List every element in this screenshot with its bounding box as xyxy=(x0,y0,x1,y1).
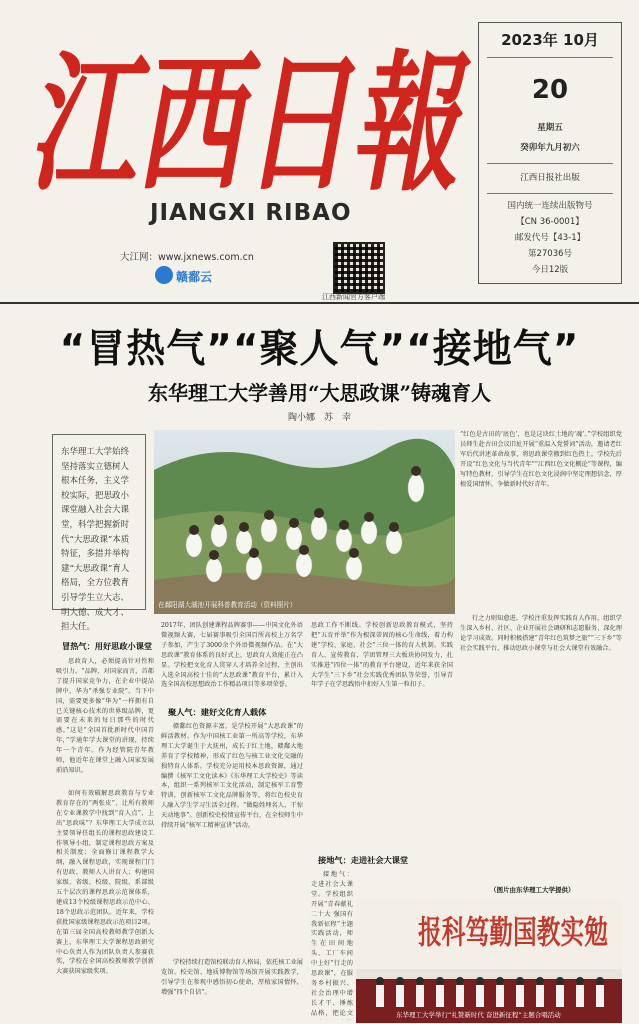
banner-calligraphy: 报科笃勤国教实勉 xyxy=(418,913,608,951)
body-text-col2: 2017年，团队创建课程品牌赛事——中国文化外语微视频大赛，七届赛事吸引全国百所高校上万名学子参加，产生了3000余个外语微视频作品。在“大思政课”教育体系的良好式上，思政育人效能正在凸显。学校把文化育人贯穿人才培养全过程，主创出入选全国高校十佳的“大思政课”教育平台，累计入选全国高校思想政治工作精品项目等多项荣誉。 xyxy=(161,622,303,689)
body-text-col1b: 如何有效破解思政教育与专业教育存在的“两张皮”、让所有教师在专业课教学中找到“育人点”、上出“思政味”？东华理工大学成立以主要领导任组长的课程思政建设工作领导小组，制定课程思政方案及相关制度；全面修订课程教学大纲，融入课程思政，实现课程门门有思政、教师人人讲育人；构建国家级、省级、校级、院级、系部级五个层次的课程思政示范课体系，建成13个校级课程思政示范中心、18个思政示范团队。近年来，学校获批国家级课程思政示范项目2项。在第三届全国高校教师教学创新大赛上，东华理工大学课程思政研究中心负责人作为团队负责人参赛获奖，学校在全国高校教师教学创新大赛获国家级奖项。 xyxy=(56,790,154,976)
cn-label: 国内统一连续出版物号 xyxy=(507,201,593,211)
main-headline: “冒热气”“聚人气”“接地气” xyxy=(59,327,580,372)
qr-caption: 江西新闻官方客户端 xyxy=(322,293,385,301)
masthead-title-text: 江西日報 xyxy=(28,36,472,208)
group-photo xyxy=(154,430,455,614)
lead-box: 东华理工大学始终坚持落实立德树人根本任务，主义学校实际，把思政小课堂融入社会大课堂，科学把握新时代“大思政课”本质特征，多措并举构建“大思政课”育人格局，全方位教育引导学生立大志、明大德、成大才、担大任。 xyxy=(52,434,146,610)
photo-caption: 在鄱阳湖大湖池开展科普教育活动（资料照片） xyxy=(158,601,297,609)
photo2-caption: 东华理工大学举行“礼赞新时代 奋进新征程”主题合唱活动 xyxy=(396,1011,561,1019)
date-year-month: 2023年 10月 xyxy=(501,31,599,49)
website-line[interactable]: 大江网：www.jxnews.com.cn xyxy=(120,252,254,263)
date-day: 20 xyxy=(531,75,569,105)
publisher: 江西日报社出版 xyxy=(520,173,580,183)
body-text-col4b: 行之力则知愈进。学校注重发挥实践育人作用，组织学生深入乡村、社区、企业开展社会调研和志愿服务，深化理论学习成效。同时积极搭建“青年红色筑梦之旅”“三下乡”等社会实践平台，推动思政小课堂与社会大课堂有效融合。 xyxy=(460,615,622,652)
qr-code-icon[interactable] xyxy=(333,242,385,294)
date-box xyxy=(478,22,622,284)
section-heading-3: 接地气：走进社会大课堂 xyxy=(318,855,409,865)
body-text-col2b: 赣鄱红色资源丰富，是学校开展“大思政课”的鲜活教材。作为中国核工业第一所高等学校，东华理工大学诞生于大抚州，成长于红土地，赣鄱大地养育了学校精神，形成了红色与核工业文化交融的独特育人体系。学校充分运用校本思政资源，通过编撰《核军工文化读本》《东华理工大学校史》等读本，组织一系列核军工文化活动，制定核军工育警特训，创新核军工文化品牌服务等，将红色校史育人融入学生学习生活全过程。“做隐姓埋名人，干惊天动地事”。创新校史校情宣传平台，在全校师生中持续开展“核军工精神宣讲”活动。 xyxy=(161,723,303,830)
ganpo-cloud-logo-icon xyxy=(155,266,173,284)
body-text-col2c: 学校持续打造馆校联动育人格局，依托核工业展览馆、校史馆、地质博物馆等场馆开展实践教学，引导学生在参观中感悟初心使命，厚植家国情怀，增强“四个自信”。 xyxy=(161,959,303,996)
masthead-rule xyxy=(0,302,639,304)
section-heading-2: 聚人气：建好文化育人载体 xyxy=(168,707,267,717)
divider xyxy=(487,193,613,194)
cn-number: 【CN 36-0001】 xyxy=(516,217,584,227)
date-lunar: 癸卯年九月初六 xyxy=(520,143,580,153)
divider xyxy=(487,163,613,164)
masthead-title-calligraphy xyxy=(18,8,473,208)
postal-code: 邮发代号【43-1】 xyxy=(514,233,586,243)
chorus-photo xyxy=(356,899,622,1023)
divider xyxy=(487,57,613,58)
sub-headline: 东华理工大学善用“大思政课”铸魂育人 xyxy=(147,381,491,405)
masthead-pinyin: JIANGXI RIBAO xyxy=(150,200,352,226)
body-text-col4: “红色是古田的‘底色’，也是这块红土地的‘魂’。”学校组织党员师生赴古田会议旧址开展“重温入党誓词”活动，邀请老红军后代讲述革命故事，将思政课堂搬到红色热土。学校先后开设“红色文化与当代青年”“江西红色文化概论”等课程，编写特色教材，引导学生在红色文化浸润中坚定理想信念，厚植爱国情怀，争做新时代好青年。 xyxy=(460,431,622,488)
photo-credit: （图片由东华理工大学提供） xyxy=(490,886,575,894)
page-count: 今日12版 xyxy=(531,265,569,275)
byline: 陶小娜 苏 幸 xyxy=(287,413,351,423)
body-text-col1: 思政育人，必须提高针对性和吸引力。“品牌，对国家而言，首都了提升国家竞争力，在企业中提品牌中，华为”杀强专业院”。当下中国，需要更多像“华为”一样拥有自已关键核心技术的世界级品牌，更需要在未来的每日那些的时代感。”这是“全国首批新时代中国青年，”学通年学大课堂的讲现，持续年一个青年。作为经管院青年教师，他近年在课堂上融入国家发展前沿知识。 xyxy=(56,658,154,774)
body-text-col3b: 接地气：走进社会大课堂。学校组织开展“青春献礼二十大 强国有我新征程”主题实践活动，师生在田间地头、工厂车间中上好“行走的思政课”，在服务乡村振兴、社会治理中增长才干、锤炼品格，把论文 xyxy=(311,871,353,1017)
date-weekday: 星期五 xyxy=(537,123,563,133)
issue-number: 第27036号 xyxy=(527,249,573,259)
body-text-col3: 思政工作不断线。学校创新思政教育模式，坚持把“五育并举”作为根深蒂固的核心生命线，着力构建“学校、家庭、社会”三位一体的育人机制。实践育人、宣传教育、学团管理三大板块协同发力，扎实推进“四位一体”的教育平台建设，近年来获全国大学生“三下乡”社会实践优秀团队等荣誉，引导青年学子在学思践悟中扣好人生第一粒扣子。 xyxy=(311,622,453,689)
section-heading-1: 冒热气：用好思政小课堂 xyxy=(62,641,153,651)
brand-name: 赣鄱云 xyxy=(176,270,213,284)
